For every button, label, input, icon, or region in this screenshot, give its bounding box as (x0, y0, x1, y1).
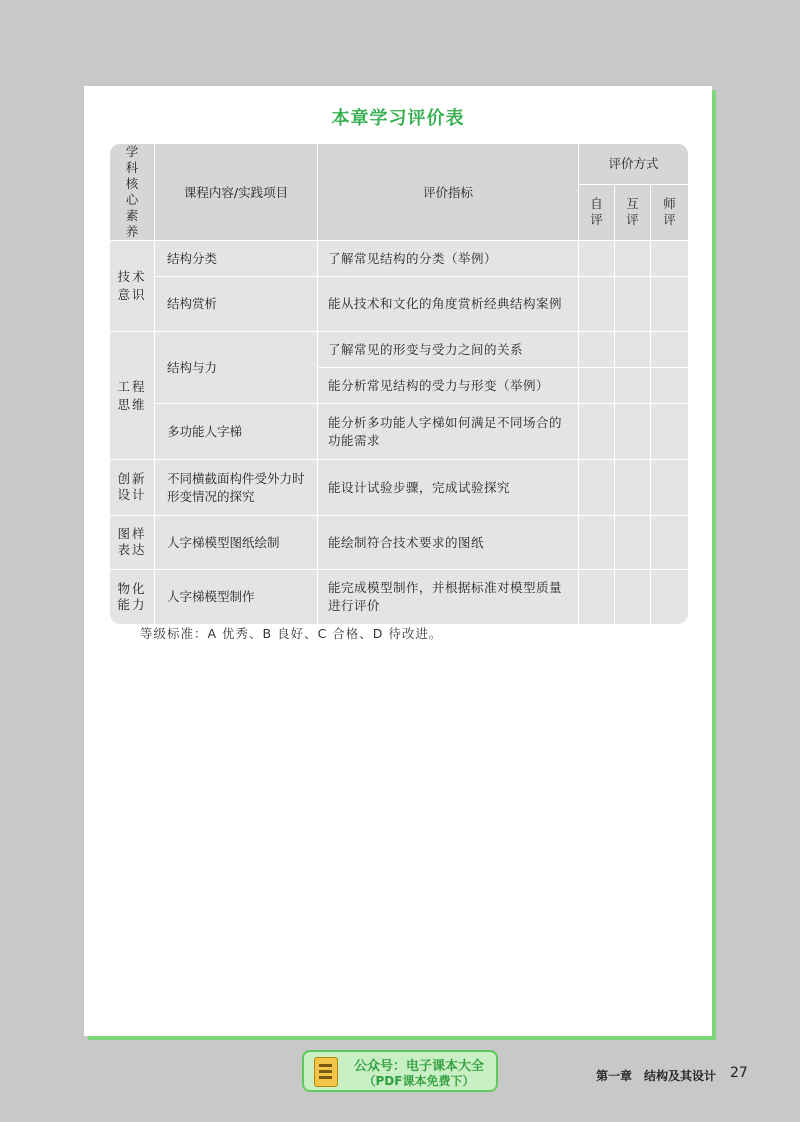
core-cell: 技术意识 (110, 241, 155, 332)
course-cell: 人字梯模型图纸绘制 (155, 516, 318, 570)
table-row (110, 570, 688, 624)
indicator-cell: 能分析常见结构的受力与形变（举例） (318, 368, 579, 404)
core-cell: 工程思维 (110, 332, 155, 460)
peer-score-cell[interactable] (615, 570, 651, 624)
header-course: 课程内容/实践项目 (155, 144, 318, 241)
textbook-page (84, 86, 712, 1036)
evaluation-table (110, 144, 688, 624)
table-row (110, 332, 688, 368)
peer-score-cell[interactable] (615, 460, 651, 516)
course-cell: 结构分类 (155, 241, 318, 277)
header-method: 评价方式 (579, 144, 688, 185)
course-cell: 不同横截面构件受外力时形变情况的探究 (155, 460, 318, 516)
self-score-cell[interactable] (579, 368, 615, 404)
course-cell: 结构与力 (155, 332, 318, 404)
teacher-score-cell[interactable] (651, 570, 688, 624)
table-row (110, 460, 688, 516)
header-core: 学科核心素养 (110, 144, 155, 241)
header-row (110, 144, 688, 185)
teacher-score-cell[interactable] (651, 460, 688, 516)
grading-standard: 等级标准：A 优秀、B 良好、C 合格、D 待改进。 (140, 626, 443, 641)
core-cell: 物化能力 (110, 570, 155, 624)
table-row (110, 277, 688, 332)
self-score-cell[interactable] (579, 460, 615, 516)
table-row (110, 404, 688, 460)
teacher-score-cell[interactable] (651, 332, 688, 368)
self-score-cell[interactable] (579, 332, 615, 368)
peer-score-cell[interactable] (615, 368, 651, 404)
peer-score-cell[interactable] (615, 241, 651, 277)
indicator-cell: 能完成模型制作，并根据标准对模型质量进行评价 (318, 570, 579, 624)
peer-score-cell[interactable] (615, 277, 651, 332)
indicator-cell: 了解常见结构的分类（举例） (318, 241, 579, 277)
indicator-cell: 能从技术和文化的角度赏析经典结构案例 (318, 277, 579, 332)
indicator-cell: 能设计试验步骤，完成试验探究 (318, 460, 579, 516)
self-score-cell[interactable] (579, 570, 615, 624)
watermark-line1: 公众号：电子课本大全 (353, 1059, 484, 1074)
indicator-cell: 了解常见的形变与受力之间的关系 (318, 332, 579, 368)
watermark-line2: （PDF课本免费下） (363, 1074, 475, 1088)
course-cell: 人字梯模型制作 (155, 570, 318, 624)
page-title: 本章学习评价表 (331, 108, 465, 129)
table-row (110, 516, 688, 570)
peer-score-cell[interactable] (615, 332, 651, 368)
chapter-label: 第一章 结构及其设计 (596, 1069, 717, 1083)
table-row (110, 241, 688, 277)
teacher-score-cell[interactable] (651, 277, 688, 332)
peer-score-cell[interactable] (615, 404, 651, 460)
page-number: 27 (730, 1065, 748, 1081)
indicator-cell: 能绘制符合技术要求的图纸 (318, 516, 579, 570)
header-self: 自评 (579, 185, 615, 241)
core-cell: 图样表达 (110, 516, 155, 570)
teacher-score-cell[interactable] (651, 404, 688, 460)
teacher-score-cell[interactable] (651, 368, 688, 404)
course-cell: 结构赏析 (155, 277, 318, 332)
core-cell: 创新设计 (110, 460, 155, 516)
self-score-cell[interactable] (579, 404, 615, 460)
teacher-score-cell[interactable] (651, 241, 688, 277)
self-score-cell[interactable] (579, 277, 615, 332)
header-indicator: 评价指标 (318, 144, 579, 241)
header-teacher: 师评 (651, 185, 688, 241)
course-cell: 多功能人字梯 (155, 404, 318, 460)
header-peer: 互评 (615, 185, 651, 241)
teacher-score-cell[interactable] (651, 516, 688, 570)
watermark-badge (302, 1050, 498, 1092)
peer-score-cell[interactable] (615, 516, 651, 570)
indicator-cell: 能分析多功能人字梯如何满足不同场合的功能需求 (318, 404, 579, 460)
self-score-cell[interactable] (579, 241, 615, 277)
self-score-cell[interactable] (579, 516, 615, 570)
book-icon (314, 1057, 338, 1087)
